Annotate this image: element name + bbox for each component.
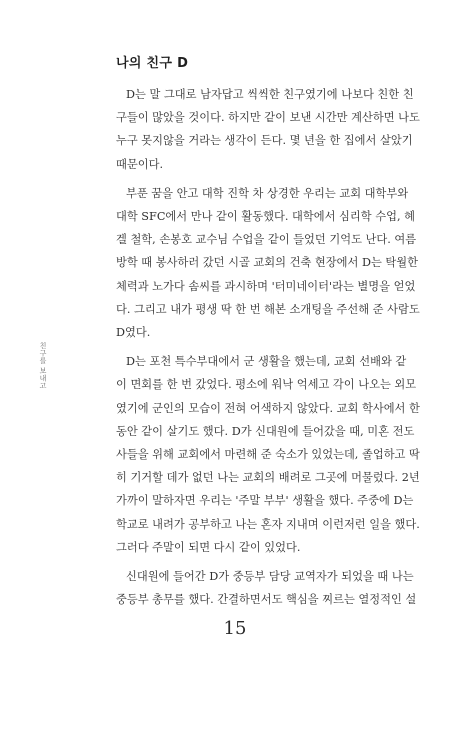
text-line: D였다.: [116, 326, 151, 340]
text-line: 구들이 많았을 것이다. 하지만 같이 보낸 시간만 계산하면 나도: [116, 111, 420, 125]
paragraph-2: [116, 182, 431, 344]
body-text: [116, 83, 431, 617]
text-line: 겔 철학, 손봉호 교수님 수업을 같이 들었던 기억도 난다. 여름: [116, 233, 417, 247]
text-line: 사들을 위해 교회에서 마련해 준 숙소가 있었는데, 졸업하고 딱: [116, 448, 420, 462]
text-line: 대학 SFC에서 만나 같이 활동했다. 대학에서 심리학 수업, 혜: [116, 210, 415, 224]
text-line: 가까이 말하자면 우리는 '주말 부부' 생활을 했다. 주중에 D는: [116, 494, 414, 508]
running-header-side-label: 친구를 보내고: [39, 342, 47, 390]
text-line: 였기에 군인의 모습이 전혀 어색하지 않았다. 교회 학사에서 한: [116, 401, 420, 415]
page-number: 15: [223, 618, 247, 639]
text-line: 중등부 총무를 했다. 간결하면서도 핵심을 찌르는 열정적인 설: [116, 593, 417, 607]
text-line: 히 기거할 데가 없던 나는 교회의 배려로 그곳에 머물렀다. 2년: [116, 471, 420, 485]
text-line: D는 포천 특수부대에서 군 생활을 했는데, 교회 선배와 같: [126, 355, 407, 369]
text-line: D는 말 그대로 남자답고 씩씩한 친구였기에 나보다 친한 친: [126, 88, 414, 101]
text-line: 이 면회를 한 번 갔었다. 평소에 워낙 억세고 각이 나오는 외모: [116, 378, 417, 392]
text-line: 부푼 꿈을 안고 대학 진학 차 상경한 우리는 교회 대학부와: [126, 186, 409, 200]
paragraph-3: [116, 350, 431, 559]
text-line: 다. 그리고 내가 평생 딱 한 번 해본 소개팅을 주선해 준 사람도: [116, 302, 420, 316]
text-line: 누구 못지않을 거라는 생각이 든다. 몇 년을 한 집에서 살았기: [116, 134, 413, 148]
text-line: 학교로 내려가 공부하고 나는 혼자 지내며 이런저런 일을 했다.: [116, 517, 420, 531]
paragraph-1: [116, 83, 431, 176]
chapter-title: 나의 친구 D: [116, 56, 189, 71]
text-line: 그러다 주말이 되면 다시 같이 있었다.: [116, 540, 301, 554]
text-line: 체력과 노가다 솜씨를 과시하며 '터미네이터'라는 별명을 얻었: [116, 279, 416, 293]
text-line: 때문이다.: [116, 157, 164, 171]
text-line: 동안 같이 살기도 했다. D가 신대원에 들어갔을 때, 미혼 전도: [116, 424, 415, 438]
text-line: 신대원에 들어간 D가 중등부 담당 교역자가 되었을 때 나는: [126, 570, 414, 584]
text-line: 방학 때 봉사하러 갔던 시골 교회의 건축 현장에서 D는 탁월한: [116, 256, 419, 270]
paragraph-4: [116, 565, 431, 611]
